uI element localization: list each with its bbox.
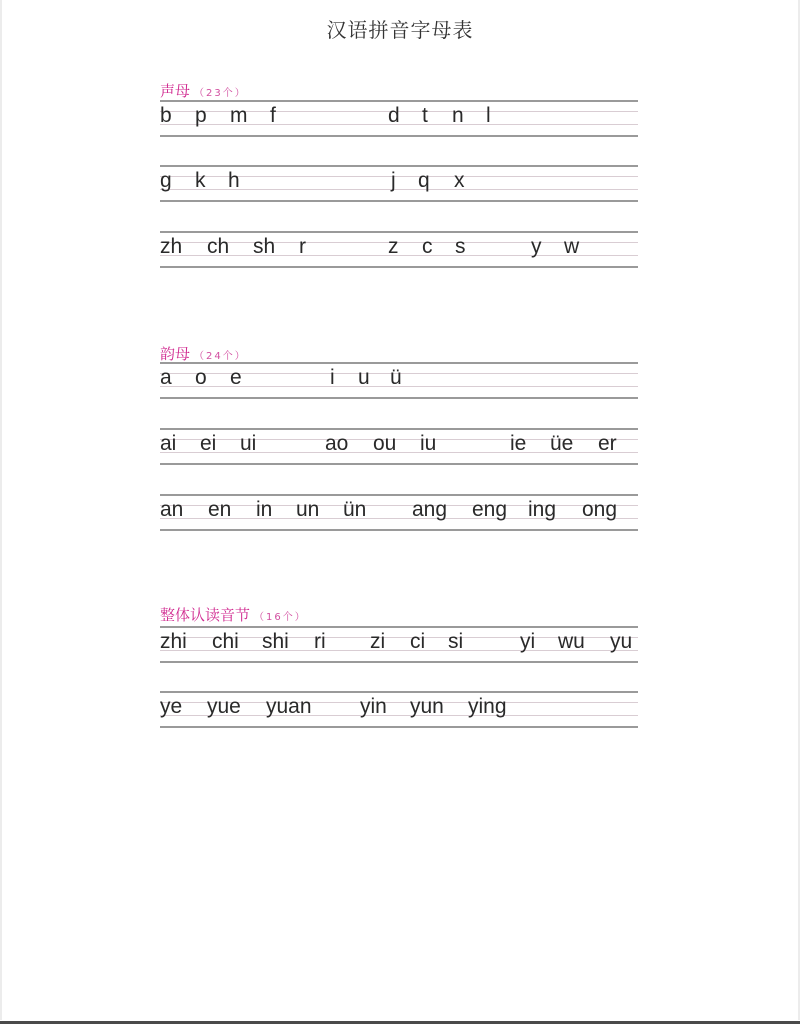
grid-line bbox=[160, 505, 638, 506]
pinyin-syllable: ri bbox=[314, 630, 326, 653]
pinyin-syllable: j bbox=[391, 169, 396, 192]
pinyin-syllable: p bbox=[195, 104, 207, 127]
pinyin-syllable: z bbox=[388, 235, 399, 258]
pinyin-syllable: in bbox=[256, 498, 273, 521]
section-count: （16个） bbox=[254, 612, 307, 623]
pinyin-syllable: ao bbox=[325, 432, 349, 455]
grid-line bbox=[160, 691, 638, 693]
pinyin-syllable: y bbox=[531, 235, 542, 258]
pinyin-syllable: d bbox=[388, 104, 400, 127]
grid-line bbox=[160, 100, 638, 102]
pinyin-syllable: zhi bbox=[160, 630, 187, 653]
pinyin-syllable: ü bbox=[390, 366, 402, 389]
pinyin-syllable: e bbox=[230, 366, 242, 389]
pinyin-syllable: ün bbox=[343, 498, 367, 521]
pinyin-syllable: ie bbox=[510, 432, 527, 455]
pinyin-syllable: s bbox=[455, 235, 466, 258]
grid-line bbox=[160, 494, 638, 496]
grid-line bbox=[160, 463, 638, 465]
four-line-grid-row bbox=[160, 428, 638, 464]
section-heading bbox=[160, 343, 247, 364]
pinyin-syllable: u bbox=[358, 366, 370, 389]
grid-line bbox=[160, 626, 638, 628]
grid-line bbox=[160, 661, 638, 663]
section-count: （24个） bbox=[194, 351, 247, 362]
section-title: 韵母 bbox=[160, 345, 191, 363]
pinyin-syllable: g bbox=[160, 169, 172, 192]
pinyin-syllable: wu bbox=[558, 630, 585, 653]
four-line-grid-row bbox=[160, 231, 638, 267]
pinyin-syllable: ei bbox=[200, 432, 217, 455]
pinyin-syllable: o bbox=[195, 366, 207, 389]
pinyin-syllable: yuan bbox=[266, 695, 312, 718]
four-line-grid-row bbox=[160, 494, 638, 530]
pinyin-syllable: b bbox=[160, 104, 172, 127]
grid-line bbox=[160, 135, 638, 137]
pinyin-syllable: w bbox=[564, 235, 580, 258]
section-count: （23个） bbox=[194, 88, 247, 99]
four-line-grid-row bbox=[160, 626, 638, 662]
pinyin-syllable: ing bbox=[528, 498, 557, 521]
pinyin-syllable: k bbox=[195, 169, 206, 192]
pinyin-syllable: ying bbox=[468, 695, 507, 718]
pinyin-syllable: c bbox=[422, 235, 433, 258]
pinyin-syllable: i bbox=[330, 366, 335, 389]
four-line-grid-row bbox=[160, 691, 638, 727]
pinyin-syllable: ch bbox=[207, 235, 230, 258]
section-heading bbox=[160, 80, 247, 101]
pinyin-syllable: üe bbox=[550, 432, 574, 455]
pinyin-syllable: shi bbox=[262, 630, 289, 653]
pinyin-syllable: yu bbox=[610, 630, 633, 653]
pinyin-syllable: t bbox=[422, 104, 428, 127]
page-title: 汉语拼音字母表 bbox=[326, 18, 474, 42]
pinyin-syllable: ai bbox=[160, 432, 177, 455]
section-title: 声母 bbox=[160, 82, 191, 100]
pinyin-syllable: eng bbox=[472, 498, 508, 521]
pinyin-syllable: en bbox=[208, 498, 232, 521]
pinyin-syllable: zh bbox=[160, 235, 183, 258]
pinyin-syllable: ui bbox=[240, 432, 257, 455]
pinyin-syllable: ye bbox=[160, 695, 183, 718]
grid-line bbox=[160, 266, 638, 268]
section-title: 整体认读音节 bbox=[160, 606, 251, 624]
grid-line bbox=[160, 200, 638, 202]
pinyin-syllable: r bbox=[299, 235, 306, 258]
pinyin-syllable: ci bbox=[410, 630, 426, 653]
section-heading bbox=[160, 604, 307, 625]
grid-line bbox=[160, 165, 638, 167]
pinyin-syllable: a bbox=[160, 366, 172, 389]
page-edge-left bbox=[0, 0, 2, 1020]
pinyin-syllable: q bbox=[418, 169, 430, 192]
grid-line bbox=[160, 726, 638, 728]
four-line-grid-row bbox=[160, 100, 638, 136]
pinyin-syllable: yi bbox=[520, 630, 536, 653]
pinyin-syllable: l bbox=[486, 104, 491, 127]
pinyin-syllable: f bbox=[270, 104, 276, 127]
grid-line bbox=[160, 231, 638, 233]
pinyin-syllable: un bbox=[296, 498, 320, 521]
pinyin-syllable: n bbox=[452, 104, 464, 127]
pinyin-syllable: x bbox=[454, 169, 465, 192]
pinyin-syllable: m bbox=[230, 104, 248, 127]
grid-line bbox=[160, 529, 638, 531]
grid-line bbox=[160, 362, 638, 364]
pinyin-syllable: er bbox=[598, 432, 617, 455]
grid-line bbox=[160, 397, 638, 399]
pinyin-syllable: zi bbox=[370, 630, 386, 653]
grid-line bbox=[160, 428, 638, 430]
four-line-grid-row bbox=[160, 165, 638, 201]
pinyin-syllable: iu bbox=[420, 432, 437, 455]
grid-line bbox=[160, 518, 638, 519]
pinyin-syllable: an bbox=[160, 498, 184, 521]
pinyin-syllable: yin bbox=[360, 695, 387, 718]
pinyin-syllable: sh bbox=[253, 235, 276, 258]
pinyin-syllable: ang bbox=[412, 498, 448, 521]
pinyin-syllable: ong bbox=[582, 498, 618, 521]
pinyin-syllable: h bbox=[228, 169, 240, 192]
pinyin-syllable: yue bbox=[207, 695, 241, 718]
pinyin-syllable: ou bbox=[373, 432, 397, 455]
pinyin-syllable: chi bbox=[212, 630, 239, 653]
four-line-grid-row bbox=[160, 362, 638, 398]
pinyin-syllable: yun bbox=[410, 695, 444, 718]
pinyin-syllable: si bbox=[448, 630, 464, 653]
